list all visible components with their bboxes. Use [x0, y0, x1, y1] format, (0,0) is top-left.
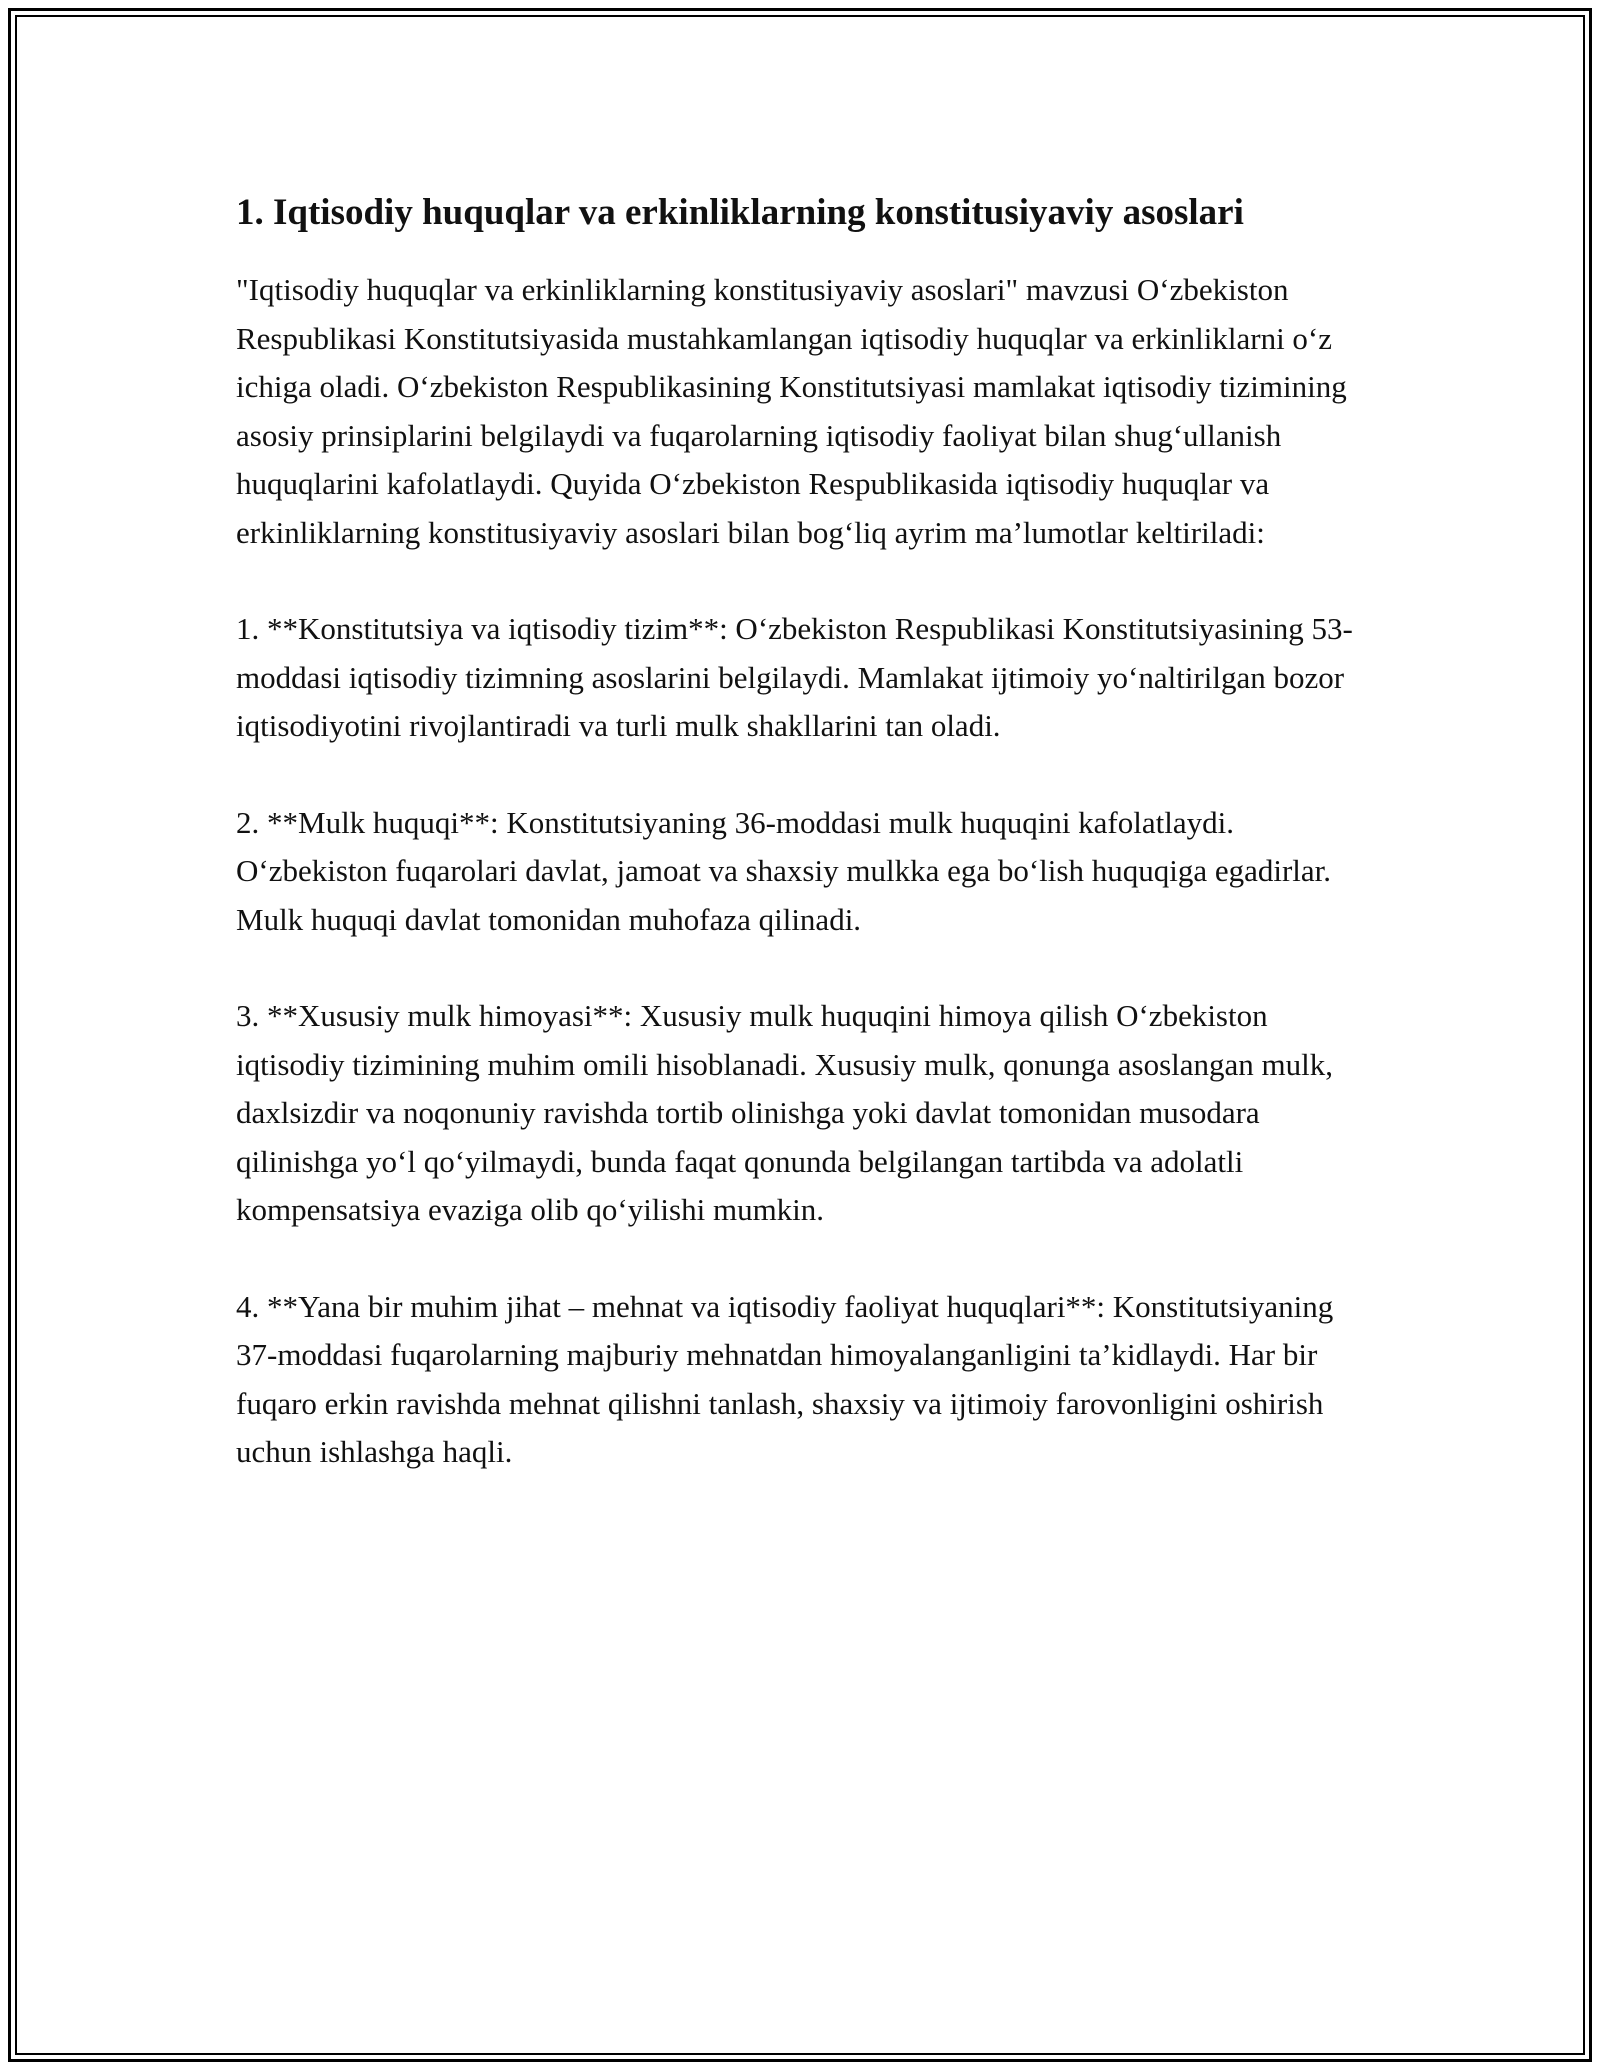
list-item-property-right: 2. **Mulk huquqi**: Konstitutsiyaning 36-moddasi mulk huquqini kafolatlaydi. O‘zbekiston fuqarolari davlat, jamoat va shaxsiy mulkka ega bo‘lish huquqiga egadirlar. Mulk huquqi davlat tomonidan muhofaza qilinadi.: [236, 804, 1332, 937]
list-item-private-property-protection: 3. **Xususiy mulk himoyasi**: Xususiy mulk huquqini himoya qilish O‘zbekiston iqtisodiy tizimining muhim omili hisoblanadi. Xususiy mulk, qonunga asoslangan mulk, daxlsizdir va noqonuniy ravishda tortib olinishga yoki davlat tomonidan musodara qilinishga yo‘l qo‘yilmaydi, bunda faqat qonunda belgilangan tartibda va adolatli kompensatsiya evaziga olib qo‘yilishi mumkin.: [236, 998, 1334, 1227]
list-item-labor-rights: 4. **Yana bir muhim jihat – mehnat va iqtisodiy faoliyat huquqlari**: Konstitutsiyaning 37-moddasi fuqarolarning majburiy mehnatdan himoyalanganligini ta’kidlaydi. Har bir fuqaro erkin ravishda mehnat qilishni tanlash, shaxsiy va ijtimoiy farovonligini oshirish uchun ishlashga haqli.: [236, 1288, 1334, 1469]
intro-paragraph: "Iqtisodiy huquqlar va erkinliklarning konstitusiyaviy asoslari" mavzusi O‘zbekiston Respublikasi Konstitutsiyasida mustahkamlangan iqtisodiy huquqlar va erkinliklarni o‘z ichiga oladi. O‘zbekiston Respublikasining Konstitutsiyasi mamlakat iqtisodiy tizimining asosiy prinsiplarini belgilaydi va fuqarolarning iqtisodiy faoliyat bilan shug‘ullanish huquqlarini kafolatlaydi. Quyida O‘zbekiston Respublikasida iqtisodiy huquqlar va erkinliklarning konstitusiyaviy asoslari bilan bog‘liq ayrim ma’lumotlar keltiriladi:: [236, 272, 1347, 550]
document-title: 1. Iqtisodiy huquqlar va erkinliklarning konstitusiyaviy asoslari: [236, 192, 1244, 233]
list-item-constitution-economic-system: 1. **Konstitutsiya va iqtisodiy tizim**: O‘zbekiston Respublikasi Konstitutsiyasining 53-moddasi iqtisodiy tizimning asoslarini belgilaydi. Mamlakat ijtimoiy yo‘naltirilgan bozor iqtisodiyotini rivojlantiradi va turli mulk shakllarini tan oladi.: [236, 611, 1353, 743]
document-body: [236, 186, 1364, 1525]
